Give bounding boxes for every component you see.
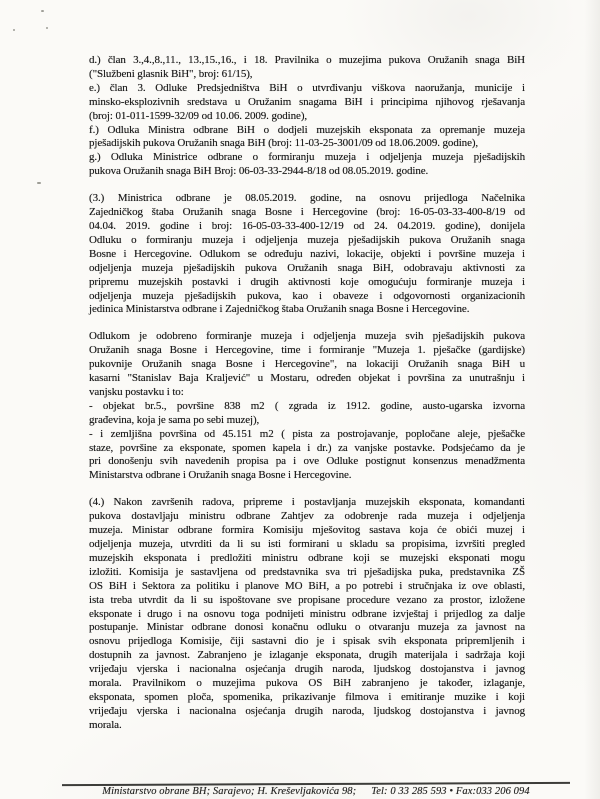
text-line: pripremu muzejskih postavki i drugih aktivnosti koje omogućuju formiranje muzeja i xyxy=(89,275,525,288)
text-line: dostupnih za javnost. Zabranjeno je izlaganje eksponata, drugih materijala i sadržaja koji xyxy=(89,649,525,662)
text-line: odjeljenja muzeja pješadijskih pukova Oružanih snaga BiH, odobravaju aktivnosti za xyxy=(89,261,525,274)
text-line: Zajedničkog štaba Oružanih snaga Bosne i Hercegovine (broj: 16-05-03-33-400-8/19 od xyxy=(89,206,525,219)
paragraph-item-d xyxy=(89,54,525,82)
text-line: OS BiH i Sektora za politiku i planove MO BiH, a po potrebi i stručnjaka iz ove oblasti, xyxy=(89,579,525,592)
text-line: pri donošenju svih navedenih propisa pa i ove Odluke postignut konsenzus menadžmenta xyxy=(89,455,525,468)
text-line: pukovnije Oružanih snaga Bosne i Hercegovine", na lokaciji Oružanih snaga BiH u xyxy=(89,358,525,371)
text-line: Ministarstva odbrane i Oružanih snaga Bosne i Hercegovine. xyxy=(89,469,352,482)
text-line: - objekat br.5., površine 838 m2 ( zgrada iz 1912. godine, austo-ugarska izvorna xyxy=(89,399,525,412)
text-line: odjeljenja muzeja pješadijskih pukova, kao i obaveze i odgovornosti organizacionih xyxy=(89,289,525,302)
scan-speck xyxy=(13,29,15,31)
text-line: (3.) Ministrica odbrane je 08.05.2019. godine, na osnovu prijedloga Načelnika xyxy=(89,192,525,205)
scan-speck xyxy=(41,10,44,12)
paragraph-item-g xyxy=(89,151,525,179)
text-line: vanjsku postavku i to: xyxy=(89,385,184,398)
text-line: pukova Oružanih snaga BiH Broj: 06-03-33-2944-8/18 od 08.05.2019. godine. xyxy=(89,165,429,178)
text-line: odjeljenja muzeja, utvrditi da li su isti formirani u skladu sa propisima, izvršiti pregled xyxy=(89,538,525,550)
text-line: eksponata, spomen ploča, spomenika, prikazivanje filmova i emitiranje muzike i koji xyxy=(89,690,525,703)
document-body xyxy=(89,54,525,733)
text-line: staze, površine za eksponate, spomen kapela i dr.) za vanjske postavke. Podsjećamo da je xyxy=(89,441,525,454)
text-line: 04.04. 2019. godine i broj: 16-05-03-33-400-12/19 od 24. 04.2019. godine), donijela xyxy=(89,219,525,232)
text-line: pukova dostavljaju ministru odbrane Zahtjev za odobrenje rada muzeja i odjeljenja xyxy=(89,510,525,523)
text-line: morala. xyxy=(89,718,122,731)
footer-phone: Tel: 0 33 285 593 • Fax:033 206 094 xyxy=(371,785,530,797)
text-line: morala. Pravilnikom o muzejima pukova OS BiH zabranjeno je također, izlaganje, xyxy=(89,677,525,690)
text-line: ("Službeni glasnik BiH", broj: 61/15), xyxy=(89,67,253,80)
text-line: muzeja. Ministar odbrane formira Komisiju mješovitog sastava koja će obići muzej i xyxy=(89,524,525,537)
footer-text xyxy=(62,786,570,798)
paragraph-item-f xyxy=(89,124,525,152)
text-line: vrijeđaju vjerska i nacionalna osjećanja drugih naroda, ljudskog dostojanstva i javnog xyxy=(89,704,525,717)
paragraph-para-odlukom xyxy=(89,330,525,483)
scan-speck xyxy=(37,182,41,184)
text-line: muzejskih eksponata i predložiti ministru odbrane koji se muzejski eksponati mogu xyxy=(89,551,525,564)
scan-speck xyxy=(46,27,48,29)
text-line: d.) član 3.,4.,8.,11., 13.,15.,16., i 18. Pravilnika o muzejima pukova Oružanih snaga BiH xyxy=(89,54,525,66)
text-line: g.) Odluka Ministrice odbrane o formiranju muzeja i odjeljenja muzeja pješadijskih xyxy=(89,151,525,164)
text-line: - i zemljišna površina od 45.151 m2 ( pista za postrojavanje, popločane aleje, pješačke xyxy=(89,427,525,440)
text-line: vrijeđaju vjerska i nacionalna osjećanja drugih naroda, ljudskog dostojanstva i javnog xyxy=(89,663,525,676)
paragraph-para-3 xyxy=(89,192,525,317)
text-line: Odluku o formiranju muzeja i odjeljenja muzeja pješadijskih pukova Oružanih snaga xyxy=(89,233,525,246)
paragraph-item-e xyxy=(89,82,525,124)
text-line: izložiti. Komisija je sastavljena od predstavnika sva tri pješadijska puka, predstavnika ZŠ xyxy=(89,565,525,578)
text-line: (4.) Nakon završenih radova, pripreme i postavljanja muzejskih eksponata, komandanti xyxy=(89,496,525,509)
text-line: minsko-eksplozivnih sredstava u Oružanim snagama BiH i principima njihovog rješavanja xyxy=(89,95,525,108)
text-line: Bosne i Hercegovine. Odlukom se određuju nazivi, lokacije, objekti i površine muzeja i xyxy=(89,247,525,260)
text-line: jedinica Ministarstva odbrane i Zajedničkog štaba Oružanih snaga Bosne i Hercegovine. xyxy=(89,303,470,316)
text-line: ista treba utvrdit da li su ispoštovane sve propisane procedure vezano za prostor, izložene xyxy=(89,593,525,606)
paragraph-para-4 xyxy=(89,496,525,732)
footer-address: Ministarstvo obrane BH; Sarajevo; H. Kreševljakovića 98; xyxy=(102,785,357,797)
text-line: (broj: 01-011-1599-32/09 od 10.06. 2009. godine), xyxy=(89,109,308,122)
text-line: Oružanih snaga Bosne i Hercegovine, time i formiranje "Muzeja 1. pješačke (gardijske) xyxy=(89,344,525,357)
text-line: pješadijskih pukova Oružanih snaga BiH (broj: 11-03-25-3001/09 od 18.06.2009. godine), xyxy=(89,137,479,150)
text-line: postupanje. Ministar odbrane donosi konačnu odluku o otvaranju muzeja za javnost na xyxy=(89,621,525,634)
text-line: građevina, koja je sama po sebi muzej), xyxy=(89,413,260,426)
text-line: e.) član 3. Odluke Predsjedništva BiH o utvrđivanju viškova naoružanja, municije i xyxy=(89,81,525,94)
text-line: f.) Odluka Ministra odbrane BiH o dodjeli muzejskih eksponata za opremanje muzeja xyxy=(89,123,525,136)
text-line: kasarni "Stanislav Baja Kraljević" u Mostaru, određen objekat i površina za unutrašnju i xyxy=(89,372,525,385)
text-line: osnovu prijedloga Komisije, čiji sastavni dio je i spisak svih eksponata pripremljenih i xyxy=(89,635,525,648)
text-line: eksponate i drugo i na osnovu toga podnijeti ministru odbrane izvještaj i prijedlog za dalje xyxy=(89,607,525,620)
text-line: Odlukom je odobreno formiranje muzeja i odjeljenja muzeja svih pješadijskih pukova xyxy=(89,330,525,343)
